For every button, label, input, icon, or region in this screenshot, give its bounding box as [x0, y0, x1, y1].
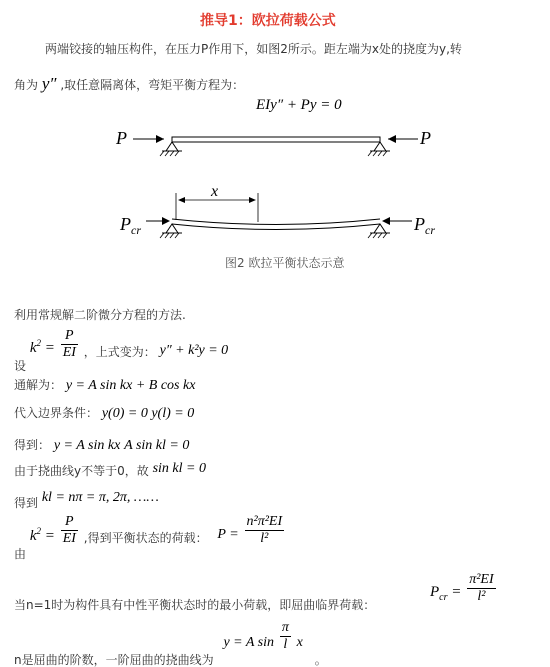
buckled-member-diagram — [119, 183, 435, 238]
pcr-denominator: l² — [477, 589, 486, 604]
general-label: 通解为： — [14, 378, 63, 392]
get2-label: 得到 — [14, 496, 39, 510]
min-load-text: 当n=1时为构件具有中性平衡状态时的最小荷载，即屈曲临界荷载： — [14, 598, 376, 612]
order-text: n是屈曲的阶数，一阶屈曲的挠曲线为 — [14, 653, 214, 667]
equation-kl: kl = nπ = π, 2π, …… — [41, 490, 159, 505]
y-double-prime: y″ — [41, 74, 57, 93]
becomes-text: ，上式变为： — [83, 345, 156, 359]
y-numerator: π — [281, 620, 289, 635]
intro-prefix: 角为 — [14, 78, 39, 92]
y-rhs: x — [296, 635, 303, 650]
x-dimension-label: x — [211, 183, 219, 200]
p-denominator: l² — [260, 531, 269, 546]
intro-line-1: 两端铰接的轴压构件，在压力P作用下，如图2所示。距左端为x处的挠度为y,转 — [45, 42, 462, 56]
equation-boundary: y(0) = 0 y(l) = 0 — [101, 406, 195, 421]
equation-ode: y″ + k²y = 0 — [159, 343, 229, 358]
k-squared-lhs-2: $k^2$ = — [29, 526, 55, 544]
k-squared-lhs: $k^2$ = — [29, 338, 55, 356]
straight-member — [172, 137, 380, 142]
get-line — [14, 436, 189, 454]
equation-balance: EIy″ + Py = 0 — [256, 97, 342, 113]
p-numerator: n²π²EI — [246, 514, 283, 529]
k-numerator: P — [61, 328, 78, 345]
k-fraction — [61, 328, 78, 361]
k-numerator-2: P — [61, 514, 78, 531]
pcr-lhs: $P_{cr}$ = — [430, 584, 462, 603]
from-label: 由 — [14, 547, 27, 561]
set-label: 设 — [14, 359, 27, 373]
y-denominator: l — [283, 637, 288, 652]
boundary-line — [14, 404, 194, 422]
pcr-numerator: π²EI — [469, 572, 494, 587]
right-load-label: P — [420, 128, 431, 148]
deflection-line — [14, 620, 327, 667]
right-critical-load-label: $P_{cr}$ — [414, 214, 435, 237]
get-label: 得到： — [14, 438, 51, 452]
k-denominator: EI — [62, 345, 76, 360]
end-mark: 。 — [314, 653, 327, 667]
column-figure — [100, 120, 450, 245]
y-lhs: y = A sin — [223, 635, 274, 650]
p-fraction — [245, 514, 285, 547]
boundary-label: 代入边界条件： — [14, 406, 99, 420]
kl-line — [14, 488, 159, 510]
left-load-label: P — [116, 128, 127, 148]
pcr-formula — [430, 572, 498, 605]
equation-get-2: A sin kl = 0 — [124, 438, 190, 453]
load-text: ,得到平衡状态的荷载： — [83, 531, 208, 545]
method-text: 利用常规解二阶微分方程的方法. — [14, 308, 186, 322]
k-denominator-2: EI — [62, 531, 76, 546]
general-solution-line — [14, 376, 195, 394]
equation-since: sin kl = 0 — [152, 461, 206, 476]
since-line — [14, 462, 206, 480]
pcr-fraction — [467, 572, 495, 605]
intro-suffix: ,取任意隔离体，弯矩平衡方程为： — [60, 78, 245, 92]
page-title: 推导1：欧拉荷载公式 — [200, 13, 336, 29]
y-fraction — [280, 620, 291, 653]
left-critical-load-label: $P_{cr}$ — [120, 214, 141, 237]
set-k-line — [14, 328, 229, 373]
equation-general: y = A sin kx + B cos kx — [65, 378, 196, 393]
k-fraction-2 — [61, 514, 78, 547]
straight-member-diagram — [115, 128, 431, 156]
p-lhs: P = — [217, 527, 239, 542]
equation-get-1: y = A sin kx — [53, 438, 121, 453]
from-line — [14, 514, 286, 561]
intro-line-2 — [14, 74, 244, 94]
figure-caption: 图2 欧拉平衡状态示意 — [225, 256, 345, 270]
since-label: 由于挠曲线y不等于0，故 — [14, 464, 149, 478]
